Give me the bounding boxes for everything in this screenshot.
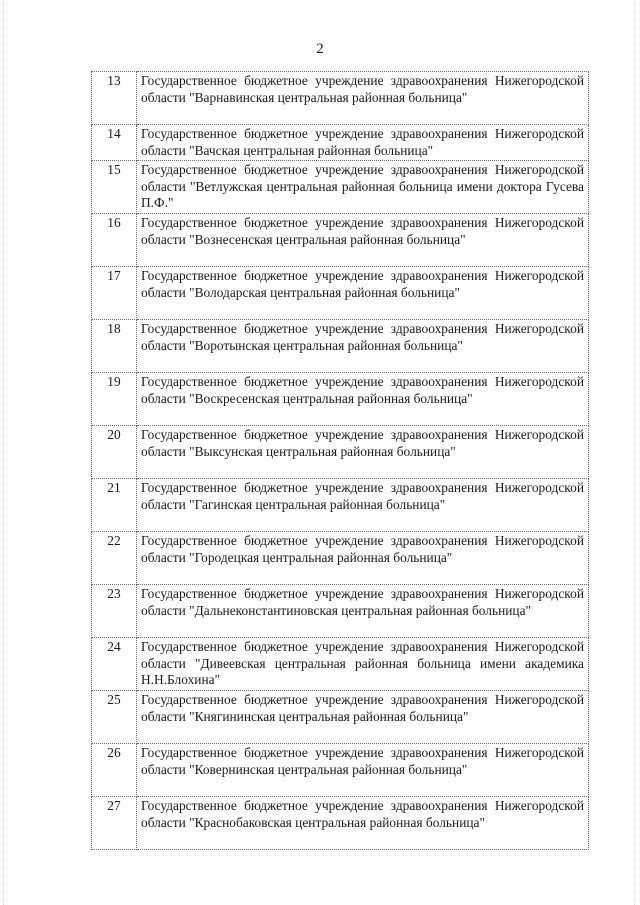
table-row: [92, 744, 589, 797]
institution-name: Государственное бюджетное учреждение здравоохранения Нижегородской области "Володарская центральная районная больница": [137, 267, 589, 320]
table-row: [92, 532, 589, 585]
institution-name: Государственное бюджетное учреждение здравоохранения Нижегородской области "Гагинская центральная районная больница": [137, 479, 589, 532]
row-number: 14: [92, 125, 137, 161]
page-number: 2: [316, 41, 324, 57]
row-number: 19: [92, 373, 137, 426]
institution-name: Государственное бюджетное учреждение здравоохранения Нижегородской области "Выксунская центральная районная больница": [137, 426, 589, 479]
scan-edge-left: [3, 0, 4, 905]
table-row: [92, 797, 589, 850]
institution-name: Государственное бюджетное учреждение здравоохранения Нижегородской области "Вознесенская центральная районная больница": [137, 214, 589, 267]
row-number: 27: [92, 797, 137, 850]
row-number: 21: [92, 479, 137, 532]
table-row: [92, 214, 589, 267]
institution-name: Государственное бюджетное учреждение здравоохранения Нижегородской области "Дивеевская центральная районная больница имени академика Н.Н.Блохина": [137, 638, 589, 691]
table-row: [92, 72, 589, 125]
table-row: [92, 638, 589, 691]
row-number: 22: [92, 532, 137, 585]
institution-name: Государственное бюджетное учреждение здравоохранения Нижегородской области "Княгининская центральная районная больница": [137, 691, 589, 744]
institution-name: Государственное бюджетное учреждение здравоохранения Нижегородской области "Воскресенская центральная районная больница": [137, 373, 589, 426]
table-row: [92, 426, 589, 479]
institution-name: Государственное бюджетное учреждение здравоохранения Нижегородской области "Варнавинская центральная районная больница": [137, 72, 589, 125]
row-number: 23: [92, 585, 137, 638]
table-row: [92, 585, 589, 638]
table-row: [92, 373, 589, 426]
institution-name: Государственное бюджетное учреждение здравоохранения Нижегородской области "Краснобаковская центральная районная больница": [137, 797, 589, 850]
row-number: 16: [92, 214, 137, 267]
row-number: 17: [92, 267, 137, 320]
table-row: [92, 161, 589, 214]
row-number: 26: [92, 744, 137, 797]
institution-name: Государственное бюджетное учреждение здравоохранения Нижегородской области "Дальнеконстантиновская центральная районная больница": [137, 585, 589, 638]
institutions-table: [91, 71, 589, 850]
institution-name: Государственное бюджетное учреждение здравоохранения Нижегородской области "Городецкая центральная районная больница": [137, 532, 589, 585]
table-row: [92, 267, 589, 320]
institution-name: Государственное бюджетное учреждение здравоохранения Нижегородской области "Ветлужская центральная районная больница имени доктора Гусева П.Ф.": [137, 161, 589, 214]
row-number: 25: [92, 691, 137, 744]
institution-name: Государственное бюджетное учреждение здравоохранения Нижегородской области "Воротынская центральная районная больница": [137, 320, 589, 373]
institution-name: Государственное бюджетное учреждение здравоохранения Нижегородской области "Ковернинская центральная районная больница": [137, 744, 589, 797]
row-number: 18: [92, 320, 137, 373]
table-row: [92, 479, 589, 532]
institution-name: Государственное бюджетное учреждение здравоохранения Нижегородской области "Вачская центральная районная больница": [137, 125, 589, 161]
scan-edge-right: [634, 0, 635, 905]
row-number: 20: [92, 426, 137, 479]
table-row: [92, 691, 589, 744]
row-number: 24: [92, 638, 137, 691]
row-number: 15: [92, 161, 137, 214]
table-row: [92, 320, 589, 373]
row-number: 13: [92, 72, 137, 125]
table-row: [92, 125, 589, 161]
